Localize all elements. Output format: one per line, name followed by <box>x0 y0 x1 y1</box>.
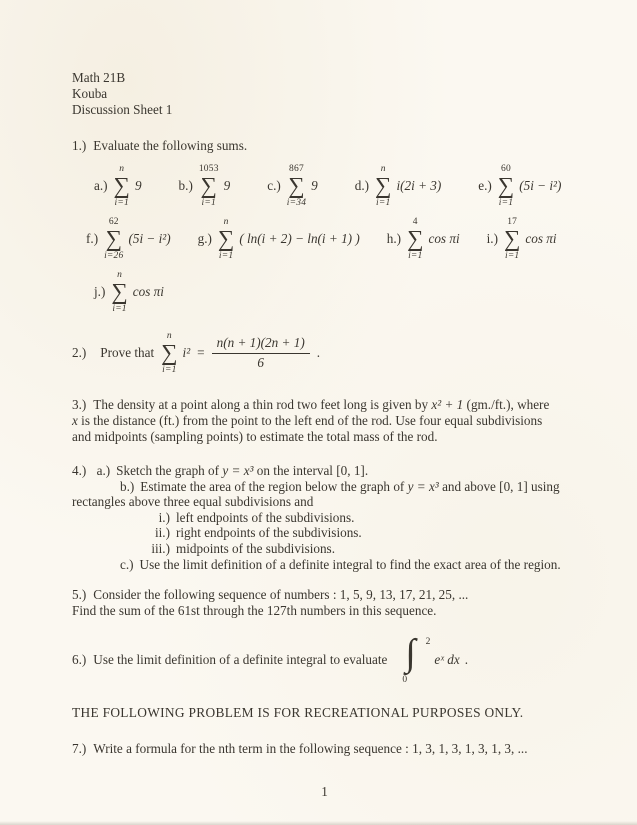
problem-2-text: Prove that <box>100 345 155 360</box>
sum-g-expr: ( ln(i + 2) − ln(i + 1) ) <box>239 231 360 246</box>
instructor-name: Kouba <box>72 86 108 101</box>
sum-d-upper: n <box>380 164 386 174</box>
sum-i-lower: i=1 <box>504 251 520 261</box>
sigma-icon: ∑ <box>288 173 305 198</box>
problem-2-period: . <box>316 345 321 360</box>
sum-e-lower: i=1 <box>498 198 514 208</box>
sum-b <box>179 164 231 208</box>
equals-sign: = <box>197 345 205 360</box>
sum-i <box>487 217 557 261</box>
part-a-text-2: on the interval [0, 1]. <box>253 463 369 478</box>
sigma-icon: ∑ <box>497 173 515 198</box>
integral-upper-limit: 2 <box>425 637 431 648</box>
sum-f <box>86 217 171 261</box>
sum-a <box>94 164 142 208</box>
sum-b-expr: 9 <box>223 178 231 193</box>
sum-i-sigma <box>504 217 520 261</box>
problem-3-line-2 <box>72 413 577 429</box>
sum-b-upper: 1053 <box>198 164 219 174</box>
sigma-icon: ∑ <box>200 173 217 198</box>
sum-j <box>94 270 164 314</box>
problem-3-math-1: x² + 1 <box>431 397 464 412</box>
problem-2-sum-lower: i=1 <box>162 365 177 375</box>
problem-2-fraction <box>212 335 310 371</box>
problem-3-text-1: The density at a point along a thin rod two feet long is given by <box>93 397 432 412</box>
sum-f-upper: 62 <box>108 217 119 227</box>
sum-j-expr: cos πi <box>132 284 164 299</box>
sigma-icon: ∑ <box>105 226 122 251</box>
sum-g-upper: n <box>223 217 229 227</box>
integral-lower-limit: 0 <box>402 675 408 686</box>
problem-5-line-2 <box>72 603 577 619</box>
problem-6-label: 6.) <box>72 652 87 668</box>
integral-expression <box>397 632 431 686</box>
sum-j-lower: i=1 <box>112 304 127 314</box>
sum-e-expr: (5i − i²) <box>519 178 562 193</box>
sum-d-expr: i(2i + 3) <box>396 178 442 193</box>
problem-3-text-4: and midpoints (sampling points) to estimate the total mass of the rod. <box>72 429 438 444</box>
part-b-text-2: and above [0, 1] using <box>438 478 560 494</box>
problem-2-sum-expr: i² <box>182 345 191 360</box>
problem-7 <box>72 740 577 757</box>
item-iii-label: iii.) <box>151 540 170 556</box>
sum-e-label: e.) <box>478 178 492 193</box>
part-a-label: a.) <box>96 463 111 478</box>
integral-icon: ∫ <box>405 632 416 675</box>
problem-1-statement <box>72 137 577 154</box>
sum-j-upper: n <box>117 270 123 280</box>
part-c-text: Use the limit definition of a definite integral to find the exact area of the region. <box>139 556 561 572</box>
sum-f-label: f.) <box>86 231 99 246</box>
problem-3-line-1 <box>72 397 577 413</box>
sum-c-label: c.) <box>267 178 281 193</box>
sigma-icon: ∑ <box>161 340 178 365</box>
sum-a-label: a.) <box>94 178 108 193</box>
item-iii-text: midpoints of the subdivisions. <box>176 540 335 556</box>
sum-e-upper: 60 <box>501 164 511 174</box>
problem-5-label: 5.) <box>72 587 87 603</box>
part-b-math: y = x³ <box>407 478 439 494</box>
sum-g-sigma <box>218 217 234 261</box>
problem-6-text: Use the limit definition of a definite integral to evaluate <box>93 652 388 668</box>
fraction-numerator: n(n + 1)(2n + 1) <box>212 335 310 354</box>
problem-7-text: Write a formula for the nth term in the following sequence : 1, 3, 1, 3, 1, 3, 1, 3, ... <box>93 741 528 757</box>
sum-h-lower: i=1 <box>408 251 423 261</box>
sum-g-label: g.) <box>197 231 212 246</box>
sums-row-3 <box>94 268 577 316</box>
problem-2-label: 2.) <box>72 345 87 360</box>
sum-h-upper: 4 <box>412 217 418 227</box>
problem-2-sum <box>161 331 190 375</box>
problem-5-text-2: Find the sum of the 61st through the 127th numbers in this sequence. <box>72 603 437 619</box>
part-b-label: b.) <box>120 478 135 494</box>
part-a-text-1: Sketch the graph of <box>116 463 223 478</box>
sum-f-sigma <box>104 217 123 261</box>
problem-6-period: . <box>464 652 468 668</box>
problem-4-part-b-cont <box>72 494 577 510</box>
sum-d-sigma <box>375 164 391 208</box>
problem-4-item-i <box>72 510 577 526</box>
sum-c-sigma <box>287 164 306 208</box>
sum-i-expr: cos πi <box>525 231 557 246</box>
problem-2-sigma <box>161 331 177 375</box>
sum-b-lower: i=1 <box>201 198 216 208</box>
item-ii-label: ii.) <box>154 525 170 541</box>
sum-a-sigma <box>114 164 130 208</box>
problem-5-line-1 <box>72 587 577 603</box>
sum-i-upper: 17 <box>507 217 518 227</box>
problem-4-item-ii <box>72 525 577 541</box>
item-ii-text: right endpoints of the subdivisions. <box>176 525 362 541</box>
page-number: 1 <box>321 784 328 800</box>
part-c-label: c.) <box>120 556 134 572</box>
sum-g-lower: i=1 <box>218 251 234 261</box>
sum-c-lower: i=34 <box>286 198 307 208</box>
problem-5-text-1: Consider the following sequence of numbers : 1, 5, 9, 13, 17, 21, 25, ... <box>93 587 469 603</box>
problem-4-part-b <box>72 479 577 495</box>
fraction-denominator: 6 <box>257 354 264 370</box>
problem-2 <box>72 332 577 374</box>
problem-3-line-3 <box>72 429 577 445</box>
sum-j-sigma <box>111 270 127 314</box>
sum-d-lower: i=1 <box>376 198 391 208</box>
sum-e <box>478 164 561 208</box>
item-i-text: left endpoints of the subdivisions. <box>176 509 355 525</box>
problem-6 <box>72 632 577 686</box>
problem-7-label: 7.) <box>72 741 87 757</box>
sum-f-expr: (5i − i²) <box>128 231 171 246</box>
integrand: eˣ dx <box>434 652 460 668</box>
sum-d-label: d.) <box>354 178 370 193</box>
item-i-label: i.) <box>158 509 170 525</box>
sum-g <box>198 217 360 261</box>
problem-4-part-c <box>72 557 577 573</box>
sheet-title: Discussion Sheet 1 <box>72 102 173 117</box>
sums-row-1 <box>94 162 577 210</box>
sigma-icon: ∑ <box>111 279 128 304</box>
sigma-icon: ∑ <box>217 226 235 251</box>
problem-3-text-2: (gm./ft.), where <box>463 397 550 412</box>
problem-1-text: Evaluate the following sums. <box>93 138 248 153</box>
problem-3-text-3: is the distance (ft.) from the point to the left end of the rod. Use four equal subdivisions <box>77 413 543 428</box>
recreational-note: THE FOLLOWING PROBLEM IS FOR RECREATIONAL PURPOSES ONLY. <box>72 705 524 721</box>
problem-5 <box>72 587 577 619</box>
problem-4 <box>72 463 577 572</box>
part-b-text-1: Estimate the area of the region below the graph of <box>140 478 408 494</box>
problem-4-part-a <box>72 463 577 479</box>
sum-a-upper: n <box>119 164 125 174</box>
problem-2-sum-upper: n <box>166 331 172 341</box>
sum-c <box>267 164 318 208</box>
problem-3-math-2: x <box>72 413 78 428</box>
problem-4-label: 4.) <box>72 463 87 478</box>
sigma-icon: ∑ <box>407 226 424 251</box>
sum-a-lower: i=1 <box>114 198 129 208</box>
sums-row-2 <box>86 215 577 263</box>
sum-a-expr: 9 <box>134 178 142 193</box>
sum-h-sigma <box>407 217 423 261</box>
course-title: Math 21B <box>72 70 126 85</box>
problem-1-label: 1.) <box>72 138 87 153</box>
problem-3-label: 3.) <box>72 397 87 412</box>
sum-c-expr: 9 <box>311 178 318 193</box>
problem-1 <box>72 137 577 316</box>
sum-h <box>387 217 460 261</box>
sum-f-lower: i=26 <box>104 251 124 261</box>
sum-d <box>355 164 442 208</box>
sigma-icon: ∑ <box>113 173 130 198</box>
part-a-math: y = x³ <box>222 463 254 478</box>
sum-c-upper: 867 <box>289 164 304 174</box>
sum-h-label: h.) <box>386 231 402 246</box>
sum-b-label: b.) <box>178 178 193 193</box>
sigma-icon: ∑ <box>503 226 521 251</box>
sum-i-label: i.) <box>486 231 498 246</box>
sum-j-label: j.) <box>94 284 106 299</box>
sum-b-sigma <box>199 164 219 208</box>
document-header <box>72 70 577 118</box>
problem-3 <box>72 397 577 445</box>
sum-h-expr: cos πi <box>428 231 460 246</box>
sum-e-sigma <box>498 164 514 208</box>
problem-4-item-iii <box>72 541 577 557</box>
part-b-text-3: rectangles above three equal subdivisions and <box>72 494 314 510</box>
page-content <box>72 70 577 800</box>
sigma-icon: ∑ <box>375 173 392 198</box>
